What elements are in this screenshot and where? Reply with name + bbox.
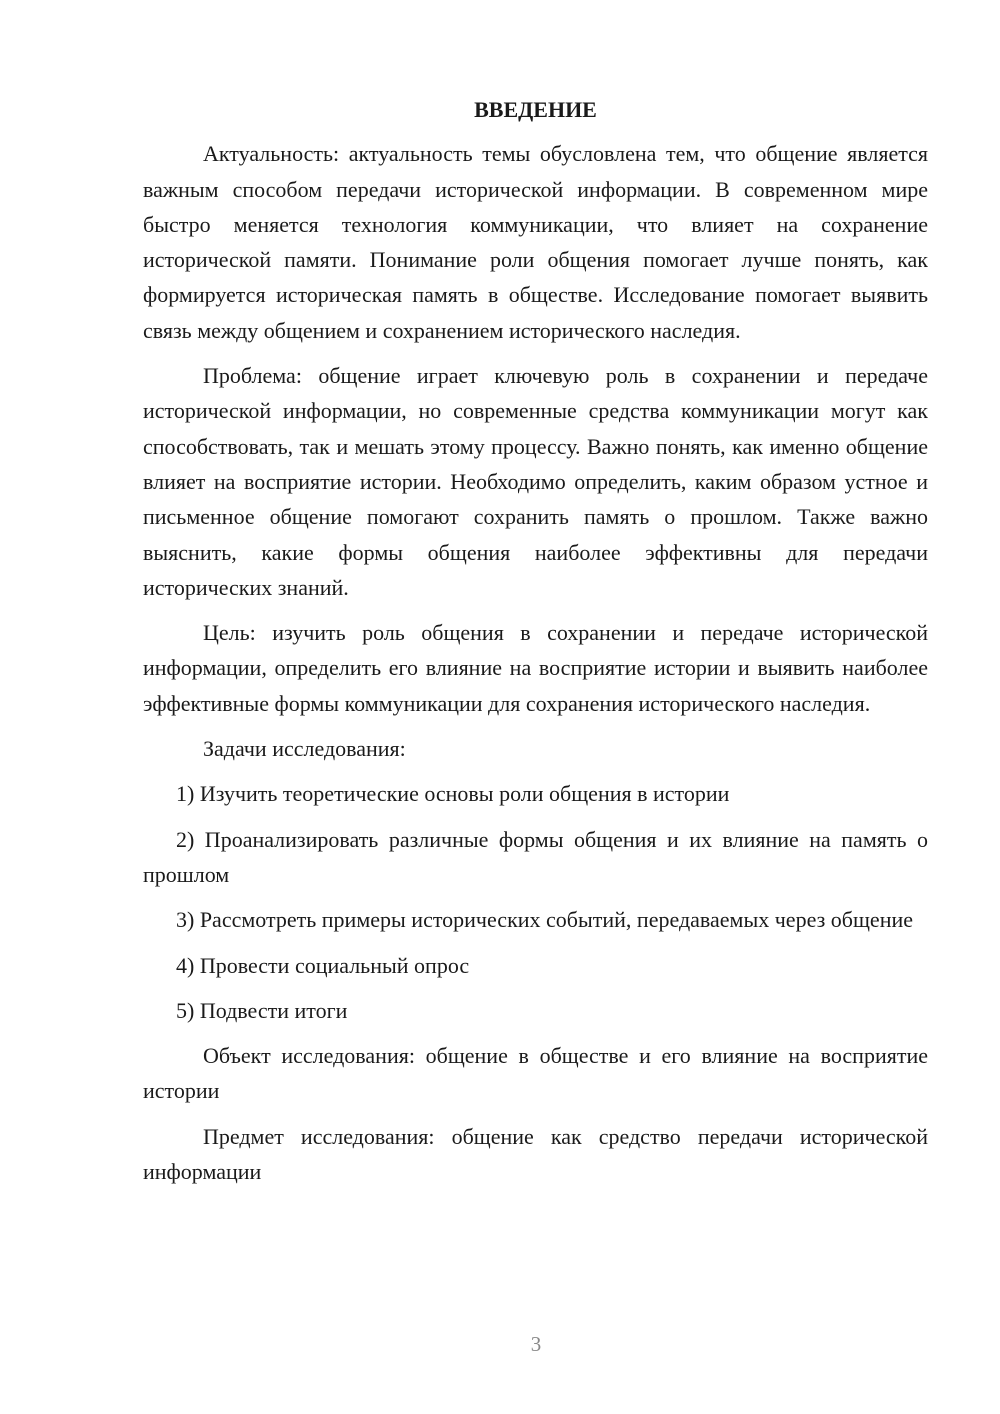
task-item-3: 3) Рассмотреть примеры исторических событий, передаваемых через общение (176, 907, 913, 933)
goal-paragraph: Цель: изучить роль общения в сохранении и передаче исторической информации, определить его влияние на восприятие истории и выявить наиболее эффективные формы коммуникации для сохранения исторического наследия. (143, 620, 928, 716)
page-title: ВВЕДЕНИЕ (474, 97, 597, 122)
task-item-1: 1) Изучить теоретические основы роли общения в истории (176, 781, 730, 807)
object-paragraph: Объект исследования: общение в обществе и его влияние на восприятие истории (143, 1043, 928, 1104)
page-number: 3 (530, 1332, 542, 1356)
subject-paragraph: Предмет исследования: общение как средство передачи исторической информации (143, 1123, 928, 1185)
task-item-2: 2) Проанализировать различные формы общения и их влияние на память о прошлом (143, 826, 928, 887)
problem-paragraph: Проблема: общение играет ключевую роль в сохранении и передаче исторической информации, но современные средства коммуникации могут как способствовать, так и мешать этому процессу. Важно понять, как именно общение влияет на восприятие истории. Необходимо определить, каким образом устное и письменное общение помогают сохранить память о прошлом. Также важно выяснить, какие формы общения наиболее эффективны для передачи исторических знаний. (143, 363, 928, 600)
relevance-paragraph: Актуальность: актуальность темы обусловлена тем, что общение является важным способом передачи исторической информации. В современном мире быстро меняется технология коммуникации, что влияет на сохранение исторической памяти. Понимание роли общения помогает лучше понять, как формируется историческая память в обществе. Исследование помогает выявить связь между общением и сохранением исторического наследия. (143, 141, 928, 343)
tasks-heading: Задачи исследования: (203, 736, 406, 762)
document-page (143, 92, 928, 1199)
task-item-5: 5) Подвести итоги (176, 997, 348, 1023)
task-item-4: 4) Провести социальный опрос (176, 952, 470, 978)
